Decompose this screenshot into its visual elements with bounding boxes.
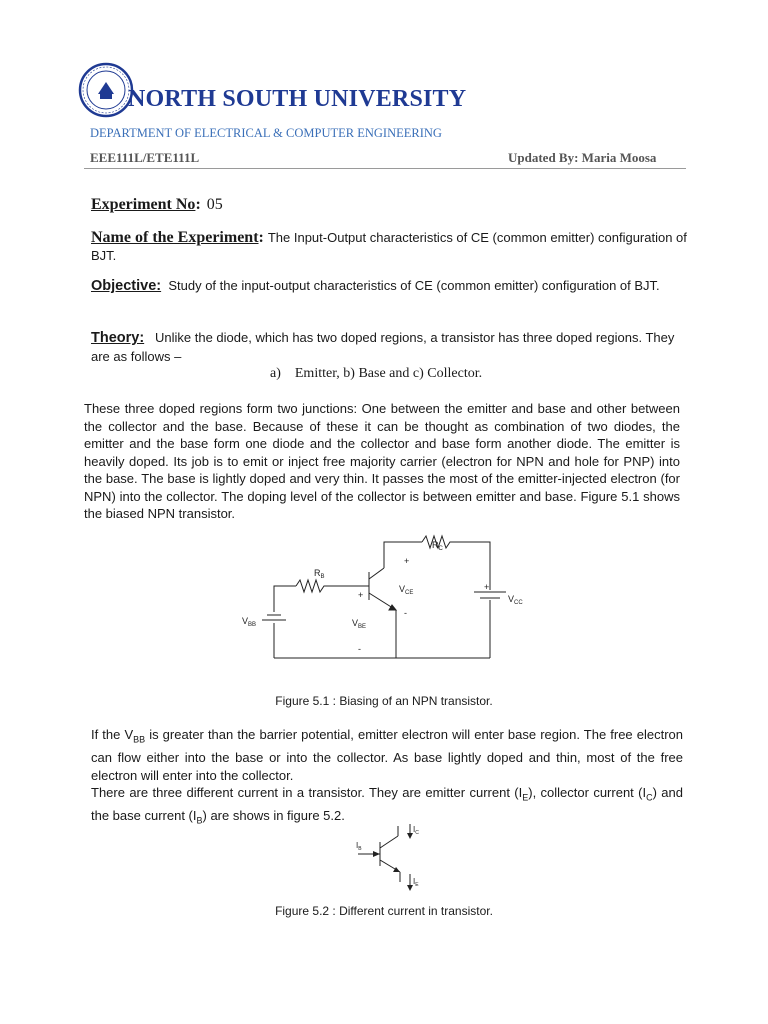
course-code: EEE111L/ETE111L: [90, 150, 200, 165]
experiment-name-label: Name of the Experiment: [91, 229, 259, 246]
theory-intro: Unlike the diode, which has two doped regions, a transistor has three doped regions. They are as follows –: [91, 330, 675, 364]
objective-block: [91, 277, 691, 296]
plus-sign: +: [484, 582, 490, 592]
university-logo: [78, 62, 134, 118]
doped-regions-list: a) Emitter, b) Base and c) Collector.: [270, 366, 483, 381]
minus-sign: -: [358, 644, 361, 654]
theory-paragraph: These three doped regions form two junctions: One between the emitter and base and other between the collector and the base. Because of these it can be thought as combination of two diodes, the emitter and the base form one diode and the collector and base form another diode. The emitter is heavily doped. Its job is to emit or inject free majority carrier (electron for NPN and hole for PNP) into the base. The base is lightly doped and very thin. It passes the most of the emitter-injected electron (for NPN) into the collector. The doping level of the collector is between emitter and base. Figure 5.1 shows the biased NPN transistor.: [84, 401, 680, 521]
experiment-name-value: The Input-Output characteristics of CE (common emitter) configuration of BJT.: [91, 230, 687, 263]
vbe-label: $V_{BE}$: [352, 618, 367, 630]
vcc-label: $V_{CC}$: [508, 594, 523, 606]
updated-by: Updated By: Maria Moosa: [508, 150, 657, 165]
ie-label: $I_E$: [413, 877, 419, 888]
header-divider: [84, 168, 686, 169]
university-title: NORTH SOUTH UNIVERSITY: [128, 86, 467, 112]
experiment-number-line: Experiment No: 05: [91, 196, 223, 213]
theory-intro-block: [91, 329, 691, 365]
vbb-label: $V_{BB}$: [242, 616, 257, 628]
vce-label: $V_{CE}$: [399, 584, 414, 596]
npn-bias-circuit-diagram: [234, 528, 534, 668]
figure-5-2-caption: Figure 5.2 : Different current in transistor.: [275, 904, 493, 918]
current-paragraph: If the $V_{BB}$ is greater than the barrier potential, emitter electron will enter base region. The free electron can flow either into the base or into the collector. As base lightly doped and thin, most of the free electron will enter into the collector. There are three different current in a transistor. They are emitter current $(I_E)$, collector current $(I_C)$ and the base current $(I_B)$ are shows in figure 5.2.: [91, 727, 683, 826]
minus-sign: -: [404, 608, 407, 618]
department-name: DEPARTMENT OF ELECTRICAL & COMPUTER ENGINEERING: [90, 126, 442, 140]
ib-label: $I_B$: [356, 841, 362, 852]
transistor-currents-diagram: [340, 820, 440, 898]
experiment-name-block: Name of the Experiment: The Input-Output characteristics of CE (common emitter) configuration of BJT.: [91, 229, 687, 263]
experiment-number-label: Experiment No: [91, 196, 196, 213]
plus-sign: +: [358, 590, 364, 600]
rc-label: $R_C$: [432, 540, 443, 552]
ic-label: $I_C$: [413, 825, 419, 836]
experiment-number-value: 05: [206, 196, 223, 213]
rb-label: $R_B$: [314, 568, 325, 580]
plus-sign: +: [404, 556, 410, 566]
figure-5-1-caption: Figure 5.1 : Biasing of an NPN transistor.: [275, 694, 493, 708]
objective-value: Study of the input-output characteristics of CE (common emitter) configuration of BJT.: [168, 278, 660, 293]
objective-label: Objective:: [91, 278, 162, 294]
theory-label: Theory:: [91, 330, 145, 346]
